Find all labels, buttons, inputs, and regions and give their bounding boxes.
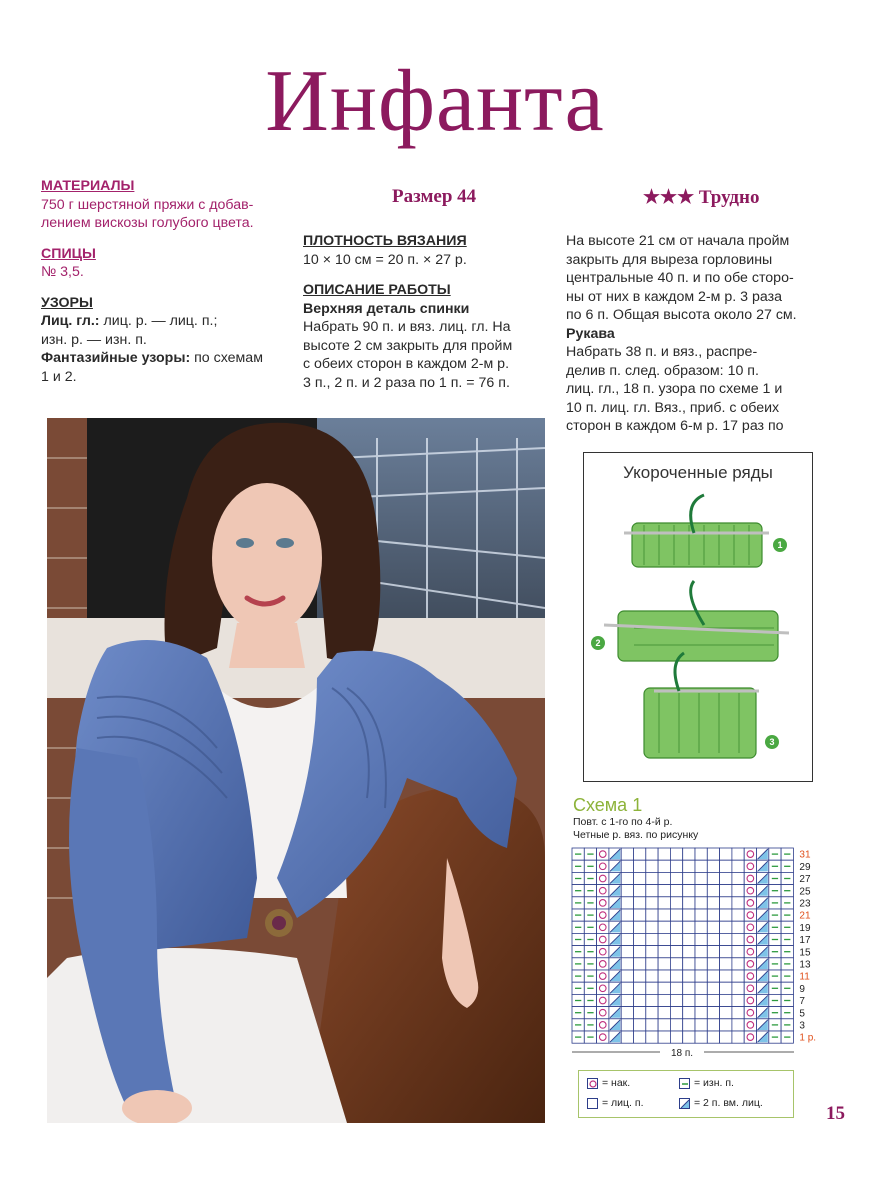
chart-cell (707, 872, 719, 884)
chart-cell (634, 885, 646, 897)
legend-knit-label: = лиц. п. (602, 1097, 644, 1109)
chart-cell (695, 1031, 707, 1043)
chart-cell (597, 1019, 609, 1031)
chart-cell (646, 1007, 658, 1019)
materials-heading: МАТЕРИАЛЫ (41, 178, 135, 194)
difficulty-label: Трудно (698, 187, 760, 208)
chart-cell (621, 1031, 633, 1043)
chart-cell (695, 848, 707, 860)
chart-cell (597, 994, 609, 1006)
chart-cell (707, 860, 719, 872)
chart-cell (634, 897, 646, 909)
chart-cell (597, 860, 609, 872)
chart-cell (658, 946, 670, 958)
fancy-term: Фантазийные узоры: (41, 350, 191, 366)
chart-cell (695, 970, 707, 982)
chart-cell (744, 970, 756, 982)
chart-cell (695, 946, 707, 958)
chart-cell (707, 1031, 719, 1043)
fancy-def-2: 1 и 2. (41, 368, 77, 385)
chart-cell (646, 946, 658, 958)
chart-cell (634, 933, 646, 945)
legend-yarn-over (587, 1077, 630, 1089)
chart-cell (695, 1019, 707, 1031)
chart-cell (683, 909, 695, 921)
chart-cell (695, 921, 707, 933)
chart-cell (658, 1007, 670, 1019)
chart-cell (720, 897, 732, 909)
chart-cell (646, 872, 658, 884)
chart-row-label: 3 (799, 1020, 805, 1032)
schema-note-line-1: Повт. с 1-го по 4-й р. (573, 816, 673, 828)
chart-row-label: 13 (799, 959, 811, 971)
chart-cell (621, 909, 633, 921)
chart-cell (695, 897, 707, 909)
chart-cell (707, 1019, 719, 1031)
chart-row-label: 19 (799, 922, 811, 934)
chart-cell (732, 994, 744, 1006)
chart-row-label: 17 (799, 935, 811, 947)
chart-cell (670, 1007, 682, 1019)
chart-cell (670, 909, 682, 921)
right-line-3: центральные 40 п. и по обе сторо- (566, 270, 794, 286)
chart-cell (634, 970, 646, 982)
chart-cell (658, 921, 670, 933)
chart-cell (646, 860, 658, 872)
chart-cell (720, 909, 732, 921)
chart-cell (646, 1031, 658, 1043)
chart-cell (646, 982, 658, 994)
chart-cell (744, 958, 756, 970)
chart-cell (683, 1019, 695, 1031)
page-number: 15 (826, 1103, 845, 1124)
step-1-label: 1 (777, 540, 783, 550)
chart-cell (634, 921, 646, 933)
chart-cell (670, 970, 682, 982)
fancy-def-1: по схемам (194, 350, 263, 366)
chart-cell (658, 860, 670, 872)
chart-cell (707, 946, 719, 958)
chart-cell (683, 921, 695, 933)
chart-cell (744, 982, 756, 994)
middle-text-column (303, 232, 548, 392)
legend-purl (679, 1077, 734, 1089)
chart-cell (597, 848, 609, 860)
legend-yarn-over-label: = нак. (602, 1077, 631, 1089)
knit-icon (587, 1098, 598, 1109)
chart-cell (744, 897, 756, 909)
chart-cell (720, 872, 732, 884)
chart-cell (658, 848, 670, 860)
chart-cell (646, 994, 658, 1006)
chart-cell (658, 982, 670, 994)
chart-cell (720, 958, 732, 970)
chart-cell (597, 885, 609, 897)
chart-cell (683, 897, 695, 909)
chart-cell (670, 897, 682, 909)
difficulty-stars-icon: ★★★ (643, 187, 695, 208)
chart-cell (695, 885, 707, 897)
legend-k2tog-label: = 2 п. вм. лиц. (694, 1097, 763, 1109)
chart-cell (744, 946, 756, 958)
chart-cell (670, 860, 682, 872)
chart-cell (634, 946, 646, 958)
chart-cell (695, 909, 707, 921)
chart-cell (683, 848, 695, 860)
chart-cell (683, 1007, 695, 1019)
chart-cell (634, 1007, 646, 1019)
chart-cell (670, 1019, 682, 1031)
sleeves-line-1: Набрать 38 п. и вяз., распре- (566, 344, 758, 360)
chart-cell (744, 848, 756, 860)
yarn-over-icon (587, 1078, 598, 1089)
chart-cell (683, 872, 695, 884)
chart-cell (597, 921, 609, 933)
chart-cell (621, 946, 633, 958)
schema-legend (578, 1070, 794, 1118)
schema-title: Схема 1 (573, 795, 643, 815)
chart-row-label: 9 (799, 983, 805, 995)
description-heading: ОПИСАНИЕ РАБОТЫ (303, 282, 451, 298)
model-photo (47, 418, 545, 1123)
chart-cell (744, 994, 756, 1006)
chart-cell (695, 860, 707, 872)
materials-line-1: 750 г шерстяной пряжи с добав- (41, 196, 254, 213)
chart-cell (658, 970, 670, 982)
chart-cell (621, 958, 633, 970)
schema-row-labels (799, 850, 816, 1044)
chart-cell (658, 885, 670, 897)
chart-cell (683, 970, 695, 982)
sleeves-title: Рукава (566, 325, 615, 342)
chart-cell (670, 946, 682, 958)
chart-row-label: 29 (799, 861, 811, 873)
chart-row-label: 15 (799, 947, 811, 959)
chart-cell (634, 1031, 646, 1043)
chart-cell (646, 933, 658, 945)
chart-cell (634, 909, 646, 921)
chart-cell (744, 872, 756, 884)
short-rows-title: Укороченные ряды (623, 463, 773, 482)
chart-cell (621, 885, 633, 897)
chart-cell (597, 946, 609, 958)
chart-cell (670, 848, 682, 860)
chart-cell (707, 909, 719, 921)
chart-cell (732, 1019, 744, 1031)
chart-cell (670, 933, 682, 945)
chart-cell (646, 970, 658, 982)
sleeves-line-4: 10 п. лиц. гл. Вяз., приб. с обеих (566, 399, 780, 416)
chart-cell (621, 921, 633, 933)
step-2-label: 2 (595, 638, 601, 648)
chart-cell (670, 994, 682, 1006)
stockinette-def-1: лиц. р. — лиц. п.; (103, 313, 218, 329)
chart-cell (695, 872, 707, 884)
chart-row-label: 25 (799, 886, 811, 898)
chart-cell (744, 1007, 756, 1019)
chart-cell (597, 1031, 609, 1043)
chart-cell (744, 909, 756, 921)
chart-cell (658, 933, 670, 945)
chart-cell (634, 860, 646, 872)
chart-cell (707, 970, 719, 982)
chart-cell (732, 872, 744, 884)
chart-row-label: 21 (799, 910, 811, 922)
chart-cell (720, 1019, 732, 1031)
short-rows-illustration (584, 453, 812, 781)
chart-cell (658, 958, 670, 970)
chart-cell (597, 933, 609, 945)
chart-cell (732, 933, 744, 945)
short-rows-diagram (583, 452, 813, 782)
chart-cell (707, 994, 719, 1006)
chart-cell (732, 946, 744, 958)
chart-row-label: 11 (799, 971, 810, 983)
chart-cell (634, 958, 646, 970)
chart-row-label: 31 (799, 849, 811, 861)
chart-cell (732, 848, 744, 860)
chart-cell (720, 982, 732, 994)
size-label: Размер 44 (392, 186, 477, 207)
fancy-line (41, 349, 286, 368)
k2tog-icon (679, 1098, 690, 1109)
chart-cell (621, 897, 633, 909)
back-upper-line-1: Набрать 90 п. и вяз. лиц. гл. На (303, 319, 511, 335)
chart-cell (670, 982, 682, 994)
needles-heading: СПИЦЫ (41, 245, 96, 262)
chart-cell (683, 1031, 695, 1043)
chart-cell (621, 1019, 633, 1031)
chart-cell (683, 958, 695, 970)
chart-cell (646, 909, 658, 921)
legend-k2tog (679, 1097, 763, 1109)
schema-note-line-2: Четные р. вяз. по рисунку (573, 829, 699, 841)
sleeves-line-3: лиц. гл., 18 п. узора по схеме 1 и (566, 381, 783, 397)
chart-cell (621, 970, 633, 982)
chart-cell (732, 897, 744, 909)
stockinette-def-2: изн. р. — изн. п. (41, 331, 147, 348)
chart-cell (597, 909, 609, 921)
chart-cell (646, 958, 658, 970)
chart-cell (707, 921, 719, 933)
chart-cell (720, 921, 732, 933)
gauge-value: 10 × 10 см = 20 п. × 27 р. (303, 251, 467, 268)
chart-cell (695, 958, 707, 970)
chart-cell (720, 1031, 732, 1043)
chart-cell (720, 860, 732, 872)
back-upper-line-3: с обеих сторон в каждом 2-м р. (303, 356, 510, 372)
step-3-label: 3 (769, 737, 775, 747)
chart-cell (597, 958, 609, 970)
chart-cell (683, 946, 695, 958)
chart-cell (597, 970, 609, 982)
chart-cell (634, 872, 646, 884)
chart-cell (683, 860, 695, 872)
chart-cell (658, 994, 670, 1006)
chart-cell (621, 872, 633, 884)
right-line-5: по 6 п. Общая высота около 27 см. (566, 307, 797, 323)
sleeves-line-2: делив п. след. образом: 10 п. (566, 362, 759, 379)
chart-cell (695, 982, 707, 994)
chart-cell (744, 885, 756, 897)
chart-cell (707, 885, 719, 897)
chart-cell (683, 982, 695, 994)
schema-note (573, 816, 698, 842)
materials-line-2: лением вискозы голубого цвета. (41, 215, 254, 231)
chart-cell (720, 933, 732, 945)
chart-cell (695, 1007, 707, 1019)
right-line-4: ны от них в каждом 2-м р. 3 раза (566, 288, 782, 305)
chart-cell (670, 958, 682, 970)
chart-cell (732, 982, 744, 994)
chart-cell (683, 885, 695, 897)
back-upper-line-4: 3 п., 2 п. и 2 раза по 1 п. = 76 п. (303, 374, 510, 391)
chart-cell (621, 994, 633, 1006)
chart-cell (670, 872, 682, 884)
legend-knit (587, 1097, 644, 1109)
chart-cell (720, 946, 732, 958)
chart-cell (597, 897, 609, 909)
chart-cell (597, 982, 609, 994)
schema-width-label: 18 п. (670, 1048, 694, 1059)
chart-cell (597, 872, 609, 884)
chart-cell (658, 872, 670, 884)
chart-cell (732, 970, 744, 982)
chart-cell (646, 921, 658, 933)
back-upper-title: Верхняя деталь спинки (303, 300, 470, 317)
chart-cell (621, 1007, 633, 1019)
chart-cell (621, 860, 633, 872)
chart-cell (732, 921, 744, 933)
chart-row-label: 27 (799, 874, 811, 886)
stockinette-line (41, 312, 286, 331)
chart-cell (707, 933, 719, 945)
back-upper-line-2: высоте 2 см закрыть для пройм (303, 337, 513, 354)
chart-row-label: 5 (799, 1008, 805, 1020)
needles-value: № 3,5. (41, 264, 84, 280)
chart-cell (732, 958, 744, 970)
chart-cell (720, 970, 732, 982)
chart-cell (720, 1007, 732, 1019)
chart-cell (744, 1019, 756, 1031)
chart-cell (621, 848, 633, 860)
chart-cell (744, 860, 756, 872)
chart-cell (646, 1019, 658, 1031)
sleeves-line-5: сторон в каждом 6-м р. 17 раз по (566, 418, 784, 434)
chart-cell (707, 958, 719, 970)
chart-row-label: 7 (799, 996, 805, 1008)
chart-cell (646, 885, 658, 897)
right-text-column (566, 232, 811, 436)
patterns-heading: УЗОРЫ (41, 294, 93, 311)
chart-cell (670, 921, 682, 933)
chart-cell (732, 1031, 744, 1043)
chart-cell (683, 994, 695, 1006)
chart-cell (658, 1031, 670, 1043)
chart-cell (720, 885, 732, 897)
chart-cell (732, 1007, 744, 1019)
chart-cell (683, 933, 695, 945)
right-line-1: На высоте 21 см от начала пройм (566, 233, 790, 249)
chart-cell (744, 1031, 756, 1043)
schema-chart (566, 844, 836, 1064)
chart-cell (658, 1019, 670, 1031)
chart-cell (621, 933, 633, 945)
gauge-heading: ПЛОТНОСТЬ ВЯЗАНИЯ (303, 233, 467, 249)
stockinette-term: Лиц. гл.: (41, 313, 100, 329)
chart-cell (634, 982, 646, 994)
schema-grid (572, 848, 793, 1043)
chart-cell (707, 897, 719, 909)
chart-cell (621, 982, 633, 994)
chart-cell (646, 848, 658, 860)
chart-cell (658, 897, 670, 909)
chart-cell (658, 909, 670, 921)
purl-icon (679, 1078, 690, 1089)
chart-cell (707, 848, 719, 860)
chart-row-label: 1 р. (799, 1032, 817, 1044)
chart-cell (695, 994, 707, 1006)
model-photo-illustration (47, 418, 545, 1123)
chart-cell (634, 848, 646, 860)
chart-cell (707, 982, 719, 994)
chart-cell (732, 885, 744, 897)
chart-cell (732, 909, 744, 921)
chart-cell (720, 848, 732, 860)
right-line-2: закрыть для выреза горловины (566, 251, 773, 268)
chart-cell (744, 921, 756, 933)
chart-cell (597, 1007, 609, 1019)
chart-row-label: 23 (799, 898, 811, 910)
chart-cell (634, 1019, 646, 1031)
chart-cell (707, 1007, 719, 1019)
legend-purl-label: = изн. п. (694, 1077, 734, 1089)
difficulty-rating (643, 186, 760, 209)
chart-cell (670, 1031, 682, 1043)
page-title: Инфанта (265, 53, 605, 150)
chart-cell (646, 897, 658, 909)
chart-cell (732, 860, 744, 872)
chart-cell (720, 994, 732, 1006)
chart-cell (670, 885, 682, 897)
chart-cell (634, 994, 646, 1006)
chart-cell (695, 933, 707, 945)
left-text-column (41, 177, 286, 386)
chart-cell (744, 933, 756, 945)
